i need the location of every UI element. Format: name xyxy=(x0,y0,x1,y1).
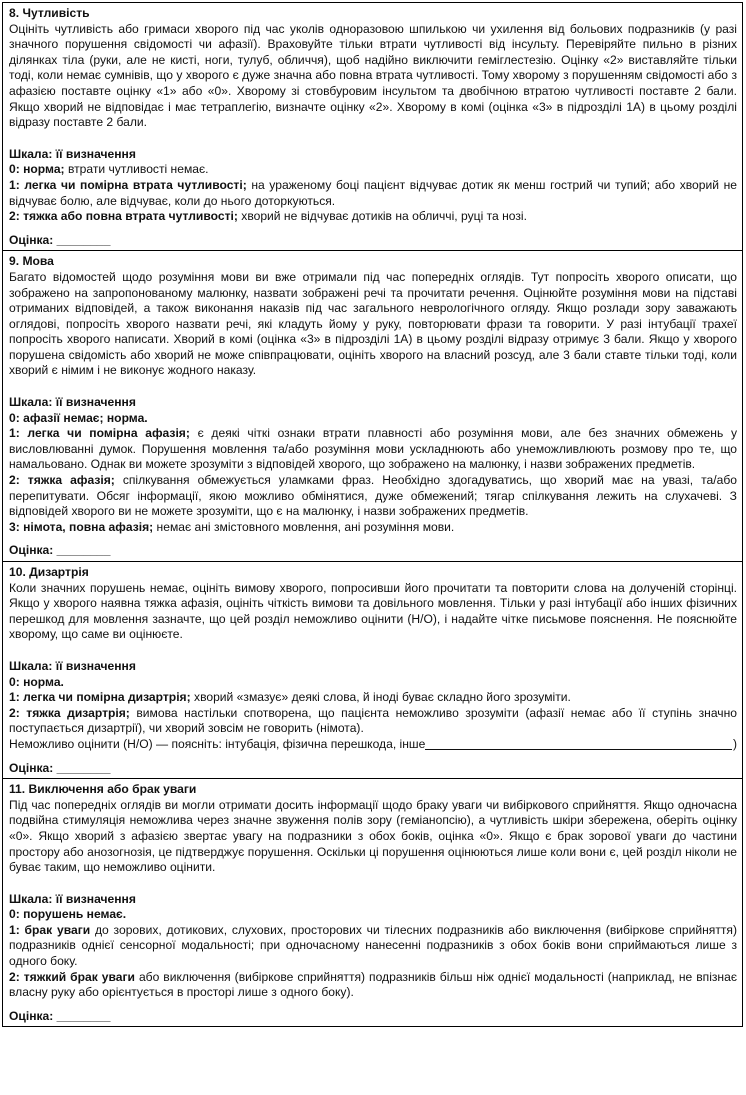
section-sensory xyxy=(2,2,743,251)
scale-heading: Шкала: її визначення xyxy=(9,891,136,906)
scale-item xyxy=(9,411,737,427)
score-field[interactable]: Оцінка: ________ xyxy=(9,232,111,247)
scale-item xyxy=(9,426,737,473)
scale-item xyxy=(9,162,737,178)
section-dysarthria xyxy=(2,561,743,779)
section-title: 8. Чутливість xyxy=(9,6,90,20)
section-instructions: Коли значних порушень немає, оцініть вимову хворого, попросивши його прочитати та повторити слова на долученій сторінці. Якщо у хворого наявна тяжка афазія, оцініть чіткість вимови та довільного мовлення. Тільки у разі інтубації або інших фізичних перешкод для мовлення зазначте, що цей розділ неможливо оцінити (Н/О), і надайте чітке письмове пояснення. Не пояснюйте хворому, що саме ви оцінюєте. xyxy=(9,580,737,642)
scale-item xyxy=(9,178,737,209)
scale-description: є деякі чіткі ознаки втрати плавності або розуміння мови, але без значних обмежень у висловлюванні думок. Порушення мовлення та/або розуміння мови ускладнюють або унеможливлюють розмову про те, що намальовано. Однак ви можете зрозуміти з відповідей хворого, що зображено на малюнку, і назви зображених предметів. xyxy=(9,426,737,472)
scale-level: 2: тяжка афазія; xyxy=(9,473,115,488)
scale-heading: Шкала: її визначення xyxy=(9,146,136,161)
scale-item xyxy=(9,209,737,225)
section-title: 10. Дизартрія xyxy=(9,565,89,579)
score-field[interactable]: Оцінка: ________ xyxy=(9,760,111,775)
scale-item xyxy=(9,907,737,923)
section-neglect xyxy=(2,778,743,1027)
scale-description: до зорових, дотикових, слухових, просторових чи тілесних подразників або виключення (вибіркове сприйняття) подразників однієї сенсорної модальності; при одночасному нанесенні подразників з обох боків вони сприймаються лише з одного боку. xyxy=(9,922,738,969)
section-language xyxy=(2,250,743,562)
scale-level: 0: порушень немає. xyxy=(9,907,127,922)
scale-level: 2: тяжкий брак уваги xyxy=(9,969,135,984)
scale-description: хворий не відчуває дотиків на обличчі, руці та нозі. xyxy=(237,209,527,224)
scale-level: 3: німота, повна афазія; xyxy=(9,519,154,534)
scale-description: хворий «змазує» деякі слова, й іноді буває складно його зрозуміти. xyxy=(190,690,571,705)
section-instructions: Оцініть чутливість або гримаси хворого під час уколів одноразовою шпилькою чи ухилення від больових подразників (у разі значного порушення свідомості чи афазії). Враховуйте тільки втрати чутливості від інсульту. Перевіряйте пильно в різних ділянках тіла (руки, але не кисті, ноги, тулуб, обличчя), щоб надійно виключити геміглестезію. Оцінку «2» виставляйте тільки тоді, коли немає сумнівів, що у хворого є дуже значна або повна втрата чутливості. Тому хворому з порушенням свідомості або з афазією поставте оцінку «1» або «0». Хворому зі стовбуровим інсультом та двобічною втратою чутливості поставте 2 бали. Якщо хворий не відповідає і має тетраплегію, визначте оцінку «2». Хворому в комі (оцінка «3» в підрозділі 1А) в цьому розділі відразу поставте 2 бали. xyxy=(9,21,737,130)
scale-level: 0: норма; xyxy=(9,162,65,177)
scale-description: на ураженому боці пацієнт відчуває дотик як менш гострий чи тупий; або хворий не відчуває болю, але відчуває, коли до нього доторкуються. xyxy=(9,177,737,208)
section-title: 9. Мова xyxy=(9,254,54,269)
closing-paren: ) xyxy=(732,736,737,751)
scale-description: вимова настільки спотворена, що пацієнта неможливо зрозуміти (афазії немає або її ступінь значно поступається дизартрії), чи хворий зовсім не говорить (німота). xyxy=(9,705,737,736)
scale-heading: Шкала: її визначення xyxy=(9,658,136,673)
scale-description: немає ані змістовного мовлення, ані розуміння мови. xyxy=(153,519,455,534)
scale-level: 2: тяжка або повна втрата чутливості; xyxy=(9,209,238,224)
scale-item xyxy=(9,690,737,706)
score-field[interactable]: Оцінка: ________ xyxy=(9,1008,111,1023)
scale-heading: Шкала: її визначення xyxy=(9,395,136,410)
nihss-form-page xyxy=(2,2,743,1027)
scale-level: 1: легка чи помірна афазія; xyxy=(9,426,190,441)
scale-description: або виключення (вибіркове сприйняття) подразників більш ніж однієї модальності (наприклад, не впізнає власну руку або орієнтується в просторі лише з одного боку). xyxy=(9,969,737,1000)
section-instructions: Багато відомостей щодо розуміння мови ви вже отримали під час попередніх оглядів. Тут попросіть хворого описати, що зображено на запропонованому малюнку, назвати зображені речі та прочитати речення. Оцінюйте розуміння мови на підставі отриманих відповідей, а також виконання наказів під час загального неврологічного огляду. Якщо розлади зору заважають оглядові, попросіть хворого назвати речі, які кладуть йому у руку, повторювати фрази та говорити. У разі інтубації трахеї попросіть хворого написати. Хворий в комі (оцінка «3» в підрозділі 1А) в цьому розділі відразу отримує 3 бали. Якщо у хворого порушена свідомість або хворий не може співпрацювати, оцініть хворого на власний розсуд, але 3 бали ставте тільки тоді, коли хворий є німим і не виконує жодного наказу. xyxy=(9,269,737,378)
scale-level: 2: тяжка дизартрія; xyxy=(9,705,130,720)
scale-level: 0: норма. xyxy=(9,674,64,689)
not-assessable-note xyxy=(9,737,737,753)
scale-level: 1: брак уваги xyxy=(9,922,91,937)
not-assessable-label: Неможливо оцінити (Н/О) — поясніть: інтубація, фізична перешкода, інше xyxy=(9,736,426,751)
section-title: 11. Виключення або брак уваги xyxy=(9,782,197,797)
scale-level: 0: афазії немає; норма. xyxy=(9,410,148,425)
scale-item xyxy=(9,473,737,520)
scale-item xyxy=(9,675,737,691)
scale-level: 1: легка чи помірна втрата чутливості; xyxy=(9,177,247,192)
scale-item xyxy=(9,923,737,970)
scale-description: втрати чутливості немає. xyxy=(64,162,209,177)
explanation-blank[interactable] xyxy=(425,737,732,750)
score-field[interactable]: Оцінка: ________ xyxy=(9,543,111,558)
scale-description: спілкування обмежується уламками фраз. Необхідно здогадуватись, що хворий має на увазі, та/або перепитувати. Обсяг інформації, якою можливо обмінятися, дуже обмежений; тягар спілкування лежить на слухачеві. З відповідей хворого ви не можете зрозуміти, що є на малюнку, і назви зображених предметів. xyxy=(9,473,737,519)
scale-level: 1: легка чи помірна дизартрія; xyxy=(9,690,191,705)
scale-item xyxy=(9,970,737,1001)
scale-item xyxy=(9,520,737,536)
scale-item xyxy=(9,706,737,737)
section-instructions: Під час попередніх оглядів ви могли отримати досить інформації щодо браку уваги чи вибіркового сприйняття. Якщо одночасна подвійна стимуляція неможлива через значне звуження полів зору (геміанопсію), а чутливість шкіри збережена, оберіть оцінку «0». Якщо хворий з афазією звертає увагу на подразники з обох боків, оцінка «0». Якщо є брак зорової уваги до частини простору або анозогнозія, це підтверджує порушення. Оскільки ці порушення оцінюються лише коли вони є, цей розділ ніколи не буває таким, що неможливо оцінити. xyxy=(9,797,737,875)
